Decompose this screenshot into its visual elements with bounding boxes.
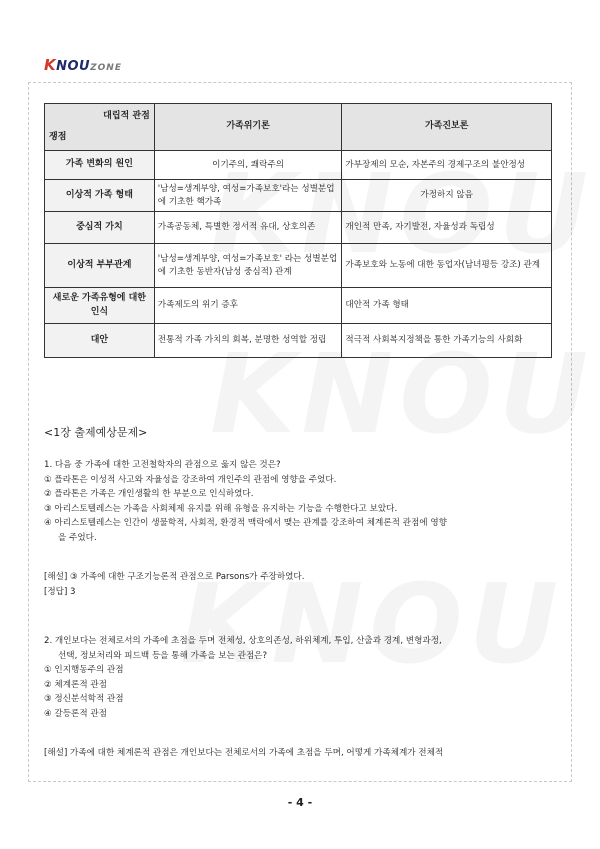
question-stem: 1. 다음 중 가족에 대한 고전철학자의 관점으로 옳지 않은 것은? xyxy=(44,460,281,470)
column-header: 가족진보론 xyxy=(342,104,552,151)
table-row xyxy=(45,212,552,244)
answer-option: ③ 아리스토텔레스는 가족을 사회체제 유지를 위해 유형을 유지하는 기능을 수행한다고 보았다. xyxy=(44,503,398,514)
table-cell: 이기주의, 쾌락주의 xyxy=(154,151,342,180)
table-row xyxy=(45,180,552,212)
section-title: <1장 출제예상문제> xyxy=(44,426,148,439)
question-1 xyxy=(44,458,558,545)
answer-text: [정답] 3 xyxy=(44,586,76,597)
page-number: - 4 - xyxy=(287,796,313,809)
question-1-explanation xyxy=(44,570,558,599)
table-cell: '남성=생계부양, 여성=가족보호' 라는 성별분업에 기초한 동반자(남성 중심적) 관계 xyxy=(154,244,342,288)
answer-option: ② 플라톤은 가족은 개인생활의 한 부분으로 인식하였다. xyxy=(44,489,254,499)
table-row xyxy=(45,288,552,324)
answer-option: ② 체계론적 관점 xyxy=(44,679,107,690)
table-cell: 가족제도의 위기 증후 xyxy=(154,288,342,324)
answer-option: ④ 갈등론적 관점 xyxy=(44,708,107,719)
row-header: 중심적 가치 xyxy=(45,212,155,244)
explanation-text: [해설] 가족에 대한 체계론적 관점은 개인보다는 전체로서의 가족에 초점을 두며, 어떻게 가족체계가 전체적 xyxy=(44,748,444,758)
comparison-table xyxy=(44,103,552,358)
answer-option: ① 플라톤은 이성적 사고와 자율성을 강조하여 개인주의 관점에 영향을 주었다. xyxy=(44,474,337,485)
row-header: 가족 변화의 원인 xyxy=(45,151,155,180)
table-cell: '남성=생계부양, 여성=가족보호'라는 성별분업에 기초한 핵가족 xyxy=(154,180,342,212)
table-cell: 가정하지 않음 xyxy=(342,180,552,212)
answer-option-continued: 을 주었다. xyxy=(58,532,97,543)
table-cell: 가부장제의 모순, 자본주의 경제구조의 불안정성 xyxy=(342,151,552,180)
table-row xyxy=(45,151,552,180)
answer-option: ① 인지행동주의 관점 xyxy=(44,665,124,675)
table-row xyxy=(45,324,552,358)
row-header: 새로운 가족유형에 대한 인식 xyxy=(45,288,155,324)
table-cell: 적극적 사회복지정책을 통한 가족기능의 사회화 xyxy=(342,324,552,358)
column-header: 가족위기론 xyxy=(154,104,342,151)
table-cell: 개인적 만족, 자기발전, 자율성과 독립성 xyxy=(342,212,552,244)
table-cell: 가족공동체, 특별한 정서적 유대, 상호의존 xyxy=(154,212,342,244)
table-cell: 가족보호와 노동에 대한 동업자(남녀평등 강조) 관계 xyxy=(342,244,552,288)
row-header: 대안 xyxy=(45,324,155,358)
question-stem: 2. 개인보다는 전체로서의 가족에 초점을 두며 전체성, 상호의존성, 하위체계, 투입, 산출과 경계, 변형과정, xyxy=(44,636,442,646)
answer-option: ④ 아리스토텔레스는 인간이 생물학적, 사회적, 환경적 맥락에서 맺는 관계를 강조하여 체계론적 관점에 영향 xyxy=(44,518,447,528)
row-header: 이상적 가족 형태 xyxy=(45,180,155,212)
table-cell: 전통적 가족 가치의 회복, 분명한 성역할 정립 xyxy=(154,324,342,358)
explanation-text: [해설] ③ 가족에 대한 구조기능론적 관점으로 Parsons가 주장하였다. xyxy=(44,572,305,582)
table-corner-cell: 대립적 관점 쟁점 xyxy=(45,104,155,151)
table-cell: 대안적 가족 형태 xyxy=(342,288,552,324)
question-stem-continued: 선택, 정보처리와 피드백 등을 통해 가족을 보는 관점은? xyxy=(58,650,268,661)
answer-option: ③ 정신분석학적 관점 xyxy=(44,694,124,704)
row-header: 이상적 부부관계 xyxy=(45,244,155,288)
question-2 xyxy=(44,634,558,721)
knou-zone-logo: KNOUZONE xyxy=(44,56,122,74)
question-2-explanation xyxy=(44,746,558,761)
table-row xyxy=(45,244,552,288)
